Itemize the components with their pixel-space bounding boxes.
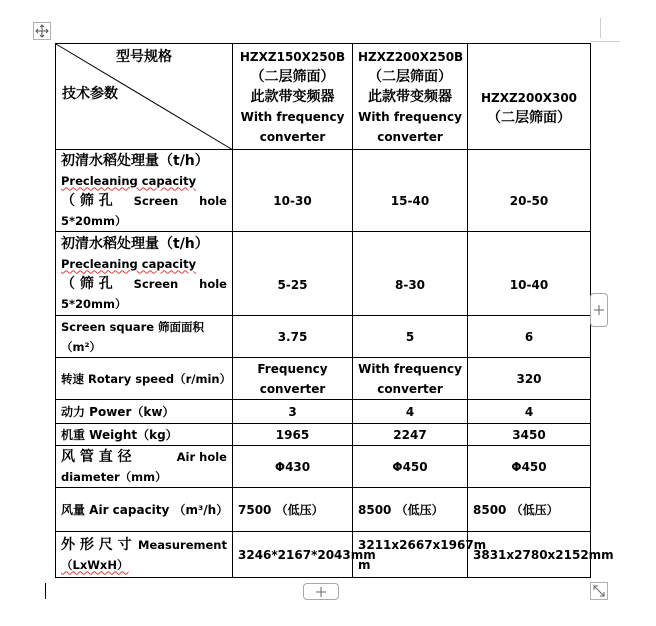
row-label[interactable]: 动力 Power（kw） bbox=[56, 400, 233, 424]
cell-value[interactable]: Φ450 bbox=[468, 446, 591, 488]
cell-value[interactable]: Φ450 bbox=[353, 446, 468, 488]
table-header-row bbox=[56, 44, 591, 150]
text-cursor bbox=[45, 583, 46, 599]
plus-icon bbox=[594, 305, 604, 315]
cell-value[interactable]: With frequency converter bbox=[353, 358, 468, 400]
page-margin-mark-vertical bbox=[600, 18, 601, 38]
corner-bottom-label: 技术参数 bbox=[62, 86, 118, 102]
cell-value[interactable]: Φ430 bbox=[233, 446, 353, 488]
cell-value[interactable]: 3211x2667x1967m m bbox=[353, 532, 468, 578]
add-row-button[interactable] bbox=[303, 583, 339, 600]
table-row bbox=[56, 400, 591, 424]
row-label[interactable]: 机重 Weight（kg） bbox=[56, 424, 233, 446]
model-header-2[interactable]: HZXZ200X250B （二层筛面） 此款带变频器 With frequency converter bbox=[353, 44, 468, 150]
cell-value[interactable]: 10-40 bbox=[468, 232, 591, 316]
row-label[interactable]: 初清水稻处理量（t/h） Precleaning capacity （ 筛 孔 Screen hole 5*20mm） bbox=[56, 232, 233, 316]
cell-value[interactable]: 7500 （低压） bbox=[233, 488, 353, 532]
row-label[interactable]: 风 管 直 径 Air hole diameter（mm） bbox=[56, 446, 233, 488]
cell-value[interactable]: 3831x2780x2152mm bbox=[468, 532, 591, 578]
add-column-button[interactable] bbox=[590, 293, 608, 327]
row-label[interactable]: 转速 Rotary speed（r/min） bbox=[56, 358, 233, 400]
cell-value[interactable]: 4 bbox=[468, 400, 591, 424]
cell-value[interactable]: 5-25 bbox=[233, 232, 353, 316]
table-row bbox=[56, 150, 591, 232]
cell-value[interactable]: 8500 （低压） bbox=[468, 488, 591, 532]
row-label[interactable]: 风量 Air capacity （m³/h） bbox=[56, 488, 233, 532]
cell-value[interactable]: 4 bbox=[353, 400, 468, 424]
cell-value[interactable]: 3450 bbox=[468, 424, 591, 446]
table-row bbox=[56, 424, 591, 446]
cell-value[interactable]: 3 bbox=[233, 400, 353, 424]
cell-value[interactable]: 3.75 bbox=[233, 316, 353, 358]
cell-value[interactable]: 8500 （低压） bbox=[353, 488, 468, 532]
row-label[interactable]: Screen square 筛面面积 （m²） bbox=[56, 316, 233, 358]
cell-value[interactable]: Frequency converter bbox=[233, 358, 353, 400]
move-arrows-icon bbox=[35, 24, 49, 38]
model-header-3[interactable]: HZXZ200X300 （二层筛面） bbox=[468, 44, 591, 150]
row-label[interactable]: 外 形 尺 寸 Measurement （LxWxH） bbox=[56, 532, 233, 578]
cell-value[interactable]: 3246*2167*2043mm bbox=[233, 532, 353, 578]
cell-value[interactable]: 2247 bbox=[353, 424, 468, 446]
resize-arrow-icon bbox=[593, 585, 605, 597]
cell-value[interactable]: 10-30 bbox=[233, 150, 353, 232]
spec-table bbox=[55, 43, 614, 578]
cell-value[interactable]: 320 bbox=[468, 358, 591, 400]
cell-value[interactable]: 5 bbox=[353, 316, 468, 358]
table-row bbox=[56, 532, 591, 578]
page-margin-mark-horizontal bbox=[590, 41, 620, 42]
cell-value[interactable]: 6 bbox=[468, 316, 591, 358]
cell-value[interactable]: 20-50 bbox=[468, 150, 591, 232]
corner-top-label: 型号规格 bbox=[116, 49, 172, 65]
table-row bbox=[56, 488, 591, 532]
row-label[interactable]: 初清水稻处理量（t/h） Precleaning capacity （ 筛 孔 Screen hole 5*20mm） bbox=[56, 150, 233, 232]
table-move-handle[interactable] bbox=[33, 22, 51, 40]
table-resize-handle[interactable] bbox=[590, 582, 608, 600]
table-row bbox=[56, 232, 591, 316]
cell-value[interactable]: 1965 bbox=[233, 424, 353, 446]
cell-value[interactable]: 15-40 bbox=[353, 150, 468, 232]
plus-icon bbox=[316, 587, 326, 597]
table-row bbox=[56, 446, 591, 488]
table-row bbox=[56, 358, 591, 400]
corner-cell[interactable] bbox=[56, 44, 233, 150]
table-row bbox=[56, 316, 591, 358]
cell-value[interactable]: 8-30 bbox=[353, 232, 468, 316]
model-header-1[interactable]: HZXZ150X250B （二层筛面） 此款带变频器 With frequency converter bbox=[233, 44, 353, 150]
